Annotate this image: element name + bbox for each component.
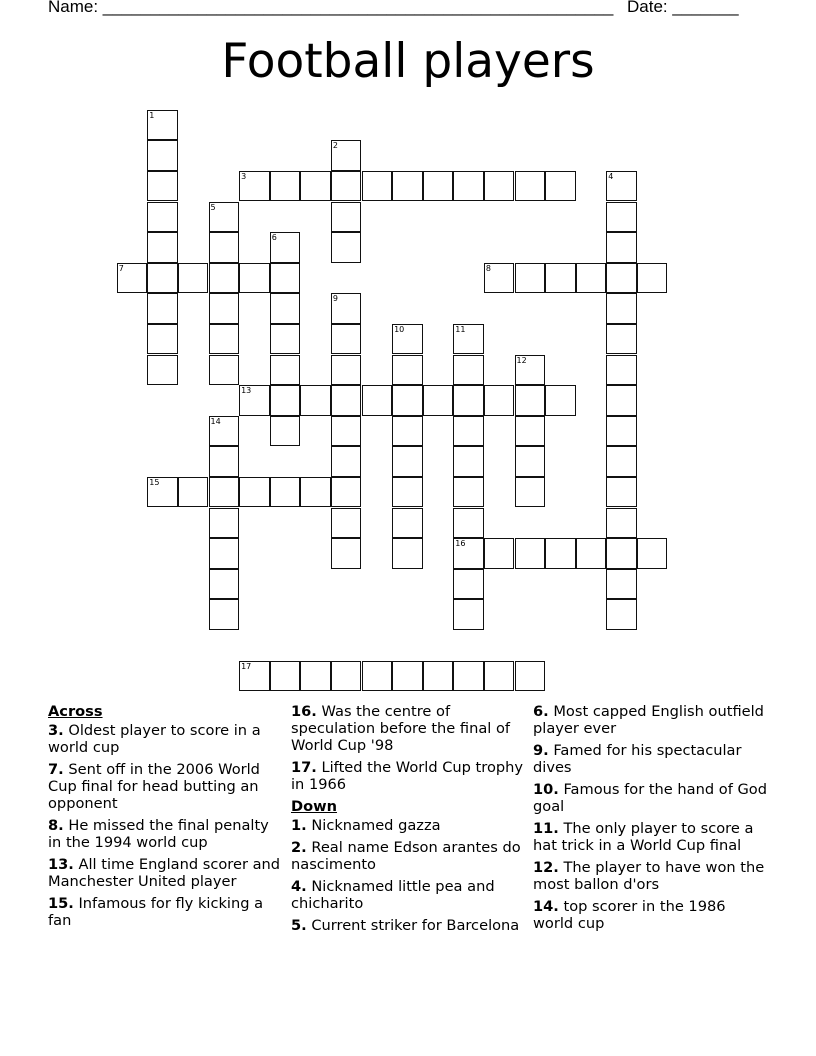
grid-cell[interactable]: [331, 508, 362, 539]
grid-cell[interactable]: [331, 661, 362, 692]
grid-cell[interactable]: [392, 508, 423, 539]
grid-cell[interactable]: [147, 202, 178, 233]
grid-cell[interactable]: [484, 538, 515, 569]
grid-cell[interactable]: [423, 385, 454, 416]
grid-cell[interactable]: [606, 232, 637, 263]
grid-cell[interactable]: [637, 538, 668, 569]
clues-column-3: [533, 703, 769, 937]
clue-down-14: 14. top scorer in the 1986 world cup: [533, 898, 726, 932]
grid-cell[interactable]: [606, 538, 637, 569]
grid-cell[interactable]: [606, 508, 637, 539]
grid-cell[interactable]: [147, 263, 178, 294]
grid-cell[interactable]: [545, 538, 576, 569]
clue-number: 9: [332, 294, 338, 304]
clue-down-4: 4. Nicknamed little pea and chicharito: [291, 878, 495, 912]
clue-number: 3: [241, 171, 247, 181]
grid-cell[interactable]: [270, 416, 301, 447]
grid-cell[interactable]: [209, 355, 240, 386]
clue-number: 14: [210, 416, 221, 426]
clue-across-7: 7. Sent off in the 2006 World Cup final for head butting an opponent: [48, 761, 260, 812]
grid-cell[interactable]: [300, 171, 331, 202]
across-heading: Across: [48, 703, 103, 720]
grid-cell[interactable]: [392, 446, 423, 477]
grid-cell[interactable]: [392, 538, 423, 569]
grid-cell[interactable]: [392, 477, 423, 508]
grid-cell[interactable]: [209, 293, 240, 324]
grid-cell[interactable]: [209, 538, 240, 569]
grid-cell[interactable]: [147, 293, 178, 324]
grid-cell[interactable]: [270, 263, 301, 294]
grid-cell[interactable]: [300, 385, 331, 416]
grid-cell[interactable]: [270, 477, 301, 508]
grid-cell[interactable]: [606, 599, 637, 630]
clue-number: 1: [149, 110, 155, 120]
clue-across-15: 15. Infamous for fly kicking a fan: [48, 895, 264, 929]
grid-cell[interactable]: [209, 263, 240, 294]
grid-cell[interactable]: [453, 538, 484, 569]
grid-cell[interactable]: [331, 293, 362, 324]
clue-number: 12: [516, 355, 527, 365]
grid-cell[interactable]: [270, 355, 301, 386]
grid-cell[interactable]: [270, 171, 301, 202]
grid-cell[interactable]: [331, 538, 362, 569]
grid-cell[interactable]: [362, 661, 393, 692]
grid-cell[interactable]: [147, 110, 178, 141]
clue-down-12: 12. The player to have won the most ballon d'ors: [533, 859, 765, 893]
grid-cell[interactable]: [453, 416, 484, 447]
grid-cell[interactable]: [392, 355, 423, 386]
grid-cell[interactable]: [453, 599, 484, 630]
grid-cell[interactable]: [606, 202, 637, 233]
grid-cell[interactable]: [606, 385, 637, 416]
clue-number: 16: [455, 539, 466, 549]
grid-cell[interactable]: [117, 263, 148, 294]
grid-cell[interactable]: [453, 324, 484, 355]
grid-cell[interactable]: [392, 324, 423, 355]
grid-cell[interactable]: [606, 171, 637, 202]
clue-down-10: 10. Famous for the hand of God goal: [533, 781, 767, 815]
clue-number: 4: [608, 171, 614, 181]
clue-across-16: 16. Was the centre of speculation before the final of World Cup '98: [291, 703, 511, 754]
clues-column-2: [291, 703, 527, 939]
clue-down-9: 9. Famed for his spectacular dives: [533, 742, 742, 776]
grid-cell[interactable]: [453, 385, 484, 416]
grid-cell[interactable]: [362, 385, 393, 416]
grid-cell[interactable]: [392, 416, 423, 447]
clue-number: 11: [455, 324, 466, 334]
grid-cell[interactable]: [545, 263, 576, 294]
grid-cell[interactable]: [515, 538, 546, 569]
grid-cell[interactable]: [147, 171, 178, 202]
grid-cell[interactable]: [606, 446, 637, 477]
grid-cell[interactable]: [270, 385, 301, 416]
grid-cell[interactable]: [270, 324, 301, 355]
grid-cell[interactable]: [423, 171, 454, 202]
grid-cell[interactable]: [515, 385, 546, 416]
clue-number: 7: [118, 263, 124, 273]
grid-cell[interactable]: [300, 661, 331, 692]
grid-cell[interactable]: [392, 171, 423, 202]
grid-cell[interactable]: [576, 538, 607, 569]
grid-cell[interactable]: [606, 355, 637, 386]
grid-cell[interactable]: [239, 385, 270, 416]
clue-down-2: 2. Real name Edson arantes do nascimento: [291, 839, 521, 873]
clue-number: 10: [394, 324, 405, 334]
clue-number: 6: [271, 233, 277, 243]
grid-cell[interactable]: [209, 202, 240, 233]
grid-cell[interactable]: [270, 293, 301, 324]
clue-across-17: 17. Lifted the World Cup trophy in 1966: [291, 759, 524, 793]
grid-cell[interactable]: [515, 416, 546, 447]
grid-cell[interactable]: [209, 232, 240, 263]
grid-cell[interactable]: [239, 477, 270, 508]
grid-cell[interactable]: [392, 385, 423, 416]
grid-cell[interactable]: [239, 263, 270, 294]
grid-cell[interactable]: [209, 446, 240, 477]
grid-cell[interactable]: [178, 263, 209, 294]
grid-cell[interactable]: [239, 171, 270, 202]
grid-cell[interactable]: [453, 508, 484, 539]
grid-cell[interactable]: [270, 232, 301, 263]
grid-cell[interactable]: [637, 263, 668, 294]
grid-cell[interactable]: [453, 477, 484, 508]
grid-cell[interactable]: [331, 202, 362, 233]
grid-cell[interactable]: [331, 171, 362, 202]
clue-down-11: 11. The only player to score a hat trick in a World Cup final: [533, 820, 754, 854]
clue-number: 17: [241, 661, 252, 671]
grid-cell[interactable]: [545, 385, 576, 416]
grid-cell[interactable]: [484, 661, 515, 692]
grid-cell[interactable]: [453, 355, 484, 386]
grid-cell[interactable]: [331, 477, 362, 508]
clues-column-1: [48, 703, 284, 934]
grid-cell[interactable]: [147, 140, 178, 171]
clue-down-5: 5. Current striker for Barcelona: [291, 917, 520, 934]
grid-cell[interactable]: [606, 293, 637, 324]
clue-across-13: 13. All time England scorer and Manchester United player: [48, 856, 281, 890]
down-heading: Down: [291, 798, 338, 815]
grid-cell[interactable]: [606, 477, 637, 508]
grid-cell[interactable]: [545, 171, 576, 202]
grid-cell[interactable]: [147, 324, 178, 355]
date-field: Date: _______: [627, 0, 739, 16]
grid-cell[interactable]: [392, 661, 423, 692]
grid-cell[interactable]: [515, 263, 546, 294]
grid-cell[interactable]: [362, 171, 393, 202]
grid-cell[interactable]: [423, 661, 454, 692]
grid-cell[interactable]: [209, 508, 240, 539]
clue-across-3: 3. Oldest player to score in a world cup: [48, 722, 261, 756]
grid-cell[interactable]: [606, 324, 637, 355]
grid-cell[interactable]: [484, 263, 515, 294]
grid-cell[interactable]: [331, 385, 362, 416]
grid-cell[interactable]: [331, 446, 362, 477]
grid-cell[interactable]: [147, 477, 178, 508]
clue-number: 8: [485, 263, 491, 273]
grid-cell[interactable]: [515, 477, 546, 508]
grid-cell[interactable]: [300, 477, 331, 508]
page-title: Football players: [221, 34, 595, 89]
grid-cell[interactable]: [209, 599, 240, 630]
clue-number: 2: [332, 141, 338, 151]
grid-cell[interactable]: [331, 324, 362, 355]
clue-down-6: 6. Most capped English outfield player ever: [533, 703, 764, 737]
grid-cell[interactable]: [453, 661, 484, 692]
grid-cell[interactable]: [453, 569, 484, 600]
clue-number: 5: [210, 202, 216, 212]
grid-cell[interactable]: [270, 661, 301, 692]
clue-number: 15: [149, 477, 160, 487]
grid-cell[interactable]: [331, 232, 362, 263]
grid-cell[interactable]: [209, 324, 240, 355]
grid-cell[interactable]: [209, 569, 240, 600]
grid-cell[interactable]: [331, 140, 362, 171]
grid-cell[interactable]: [147, 355, 178, 386]
grid-cell[interactable]: [606, 416, 637, 447]
clue-number: 13: [241, 386, 252, 396]
name-field: Name: ______________________________________________________: [48, 0, 614, 16]
clue-across-8: 8. He missed the final penalty in the 1994 world cup: [48, 817, 269, 851]
grid-cell[interactable]: [209, 416, 240, 447]
grid-cell[interactable]: [209, 477, 240, 508]
grid-cell[interactable]: [239, 661, 270, 692]
grid-cell[interactable]: [515, 355, 546, 386]
clue-down-1: 1. Nicknamed gazza: [291, 817, 441, 834]
grid-cell[interactable]: [147, 232, 178, 263]
grid-cell[interactable]: [515, 661, 546, 692]
grid-cell[interactable]: [178, 477, 209, 508]
grid-cell[interactable]: [515, 171, 546, 202]
grid-cell[interactable]: [484, 171, 515, 202]
grid-cell[interactable]: [606, 263, 637, 294]
grid-cell[interactable]: [331, 355, 362, 386]
grid-cell[interactable]: [515, 446, 546, 477]
grid-cell[interactable]: [484, 385, 515, 416]
grid-cell[interactable]: [576, 263, 607, 294]
grid-cell[interactable]: [606, 569, 637, 600]
grid-cell[interactable]: [331, 416, 362, 447]
grid-cell[interactable]: [453, 171, 484, 202]
grid-cell[interactable]: [453, 446, 484, 477]
